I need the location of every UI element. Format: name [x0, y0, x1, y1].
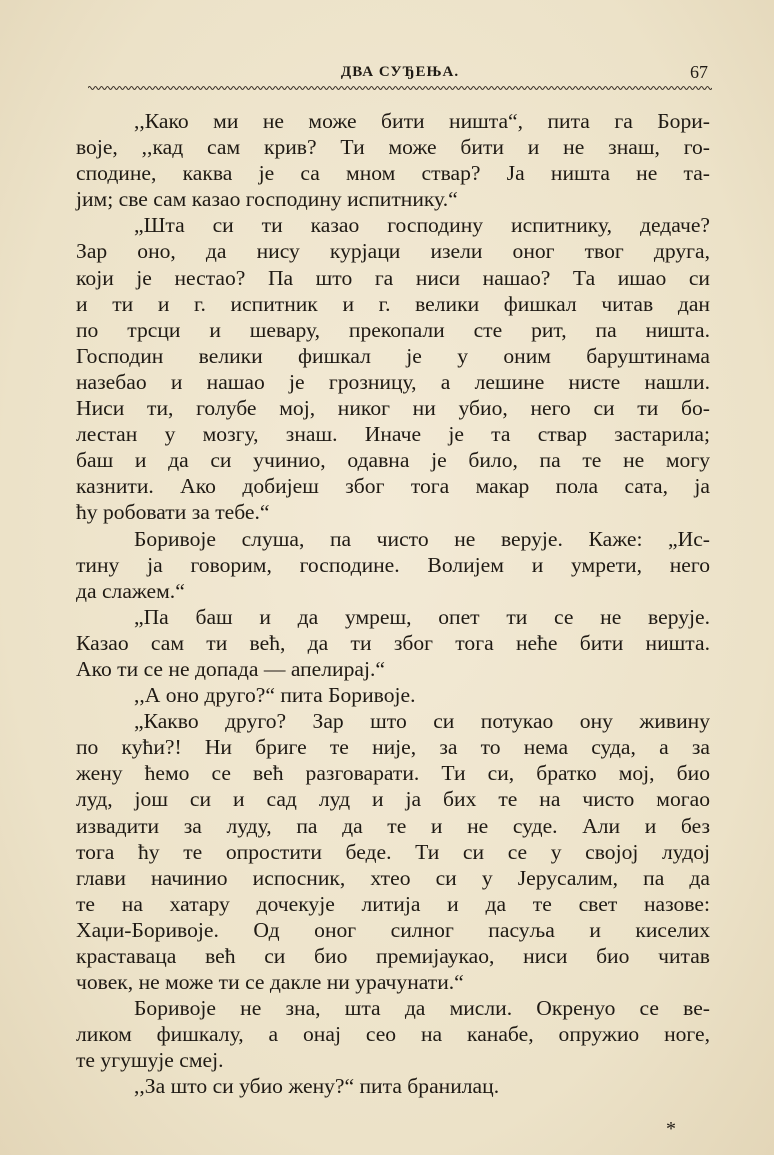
text-line: јим; све сам казао господину испитнику.“ — [76, 187, 458, 212]
text-line: сподине, каква је са мном ствар? Ја ништа не та- — [76, 161, 710, 186]
text-line: Ниси ти, голубе мој, никог ни убио, него си ти бо- — [76, 396, 710, 421]
text-line: ликом фишкалу, а онај сео на канабе, опружио ноге, — [76, 1022, 710, 1047]
text-line: казнити. Ако добијеш због тога макар пола сата, ја — [76, 474, 710, 499]
text-line: извадити за луду, па да те и не суде. Али и без — [76, 813, 710, 838]
running-head — [88, 62, 712, 84]
text-line: да слажем.“ — [76, 578, 185, 603]
text-line: ,,Како ми не може бити ништа“, пита га Бори- — [134, 109, 710, 133]
page-number: 67 — [690, 62, 708, 82]
text-line: Зар оно, да нису курјаци изели оног твог друга, — [76, 239, 710, 264]
text-line: Господин велики фишкал је у оним баруштинама — [76, 343, 710, 368]
text-line: Хаџи-Боривоје. Од оног силног пасуља и киселих — [76, 917, 710, 942]
text-line: „Па баш и да умреш, опет ти се не верује. — [134, 604, 710, 629]
text-line: те угушује смеј. — [76, 1048, 224, 1073]
text-line: луд, још си и сад луд и ја бих те на чисто могао — [76, 787, 710, 812]
text-line: Казао сам ти већ, да ти због тога неће бити ништа. — [76, 630, 710, 655]
text-line: који је нестао? Па што га ниси нашао? Та ишао си — [76, 265, 710, 290]
text-line: жену ћемо се већ разговарати. Ти си, братко мој, био — [76, 761, 710, 786]
text-line: „Какво друго? Зар што си потукао ону живину — [134, 709, 710, 734]
text-line: ,,За што си убио жену?“ пита бранилац. — [134, 1074, 500, 1099]
text-line: лестан у мозгу, знаш. Иначе је та ствар застарила; — [76, 422, 710, 447]
text-line: ћу робовати за тебе.“ — [76, 500, 270, 525]
text-line: краставаца већ си био премијаукао, ниси био читав — [76, 944, 710, 968]
signature-mark: * — [666, 1118, 676, 1140]
text-line: ,,А оно друго?“ пита Боривоје. — [134, 683, 416, 708]
text-line: човек, не може ти се дакле ни урачунати.“ — [76, 970, 464, 995]
text-line: воје, ,,кад сам крив? Ти може бити и не знаш, го- — [76, 135, 710, 160]
text-line: Боривоје слуша, па чисто не верује. Каже: „Ис- — [134, 526, 710, 551]
text-line: Боривоје не зна, шта да мисли. Окренуо се ве- — [134, 996, 710, 1021]
text-line: по кући?! Ни бриге те није, за то нема суда, а за — [76, 735, 710, 760]
text-line: и ти и г. испитник и г. велики фишкал читав дан — [76, 291, 710, 316]
text-line: по трсци и шевару, прекопали сте рит, па ништа. — [76, 317, 710, 342]
text-line: назебао и нашао је грозницу, а лешине нисте нашли. — [76, 369, 710, 394]
text-line: баш и да си учинио, одавна је било, па те не могу — [76, 448, 710, 473]
running-title: ДВА СУЂЕЊА. — [340, 64, 460, 80]
text-body — [76, 108, 710, 1100]
text-line: те на хатару дочекује литија и да те свет назове: — [76, 891, 710, 916]
text-line: Ако ти се не допада — апелирај.“ — [76, 656, 385, 681]
text-line: „Шта си ти казао господину испитнику, дедаче? — [134, 213, 710, 238]
wavy-rule — [88, 84, 712, 92]
text-line: глави начинио испосник, хтео си у Јерусалим, па да — [76, 865, 710, 890]
text-line: тину ја говорим, господине. Волијем и умрети, него — [76, 552, 710, 577]
text-line: тога ћу те опростити беде. Ти си се у својој лудој — [76, 839, 710, 864]
